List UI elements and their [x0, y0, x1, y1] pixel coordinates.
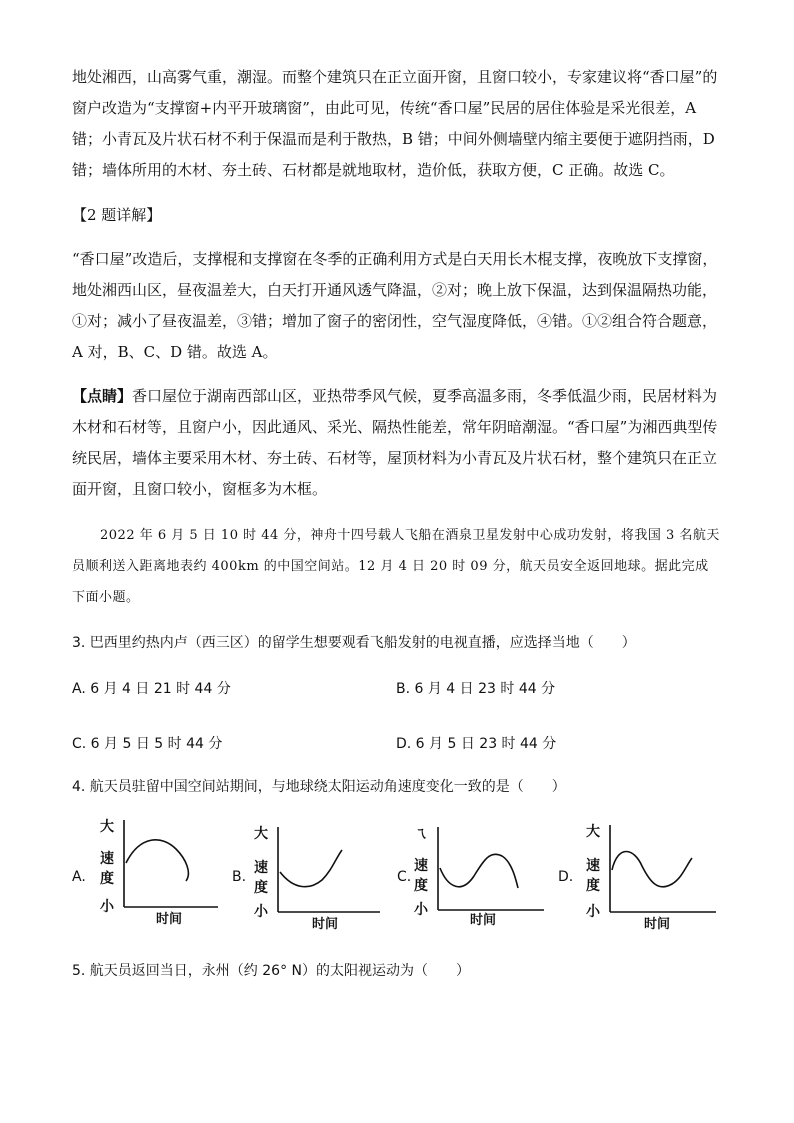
graph-b-curve	[280, 850, 342, 887]
graph-d-axis-bottom: 小	[586, 904, 600, 920]
graph-a	[92, 815, 222, 927]
graph-b-label: B.	[232, 869, 247, 885]
dianjing-text: 香口屋位于湖南西部山区，亚热带季风气候，夏季高温多雨，冬季低温少雨，民居材料为木材和石材等，且窗户小，因此通风、采光、隔热性能差，常年阴暗潮湿。“香口屋”为湘西典型传统民居，墙体主要采用木材、夯土砖、石材等，屋顶材料为小青瓦及片状石材，整个建筑只在正立面开窗，且窗口较小，窗框多为木框。	[72, 387, 718, 498]
graph-c-axis-top: ㄟ	[414, 826, 428, 842]
graph-c-axis-bottom: 小	[414, 902, 428, 918]
graph-c-label: C.	[397, 869, 412, 885]
graph-b-axis-bottom: 小	[254, 904, 268, 920]
graph-a-axis-x: 时间	[156, 912, 183, 927]
graph-a-axis-top: 大	[100, 819, 114, 835]
graph-a-label: A.	[72, 869, 86, 885]
paragraph-dianjing	[72, 381, 722, 505]
question-3-option-c: C. 6 月 5 日 5 时 44 分	[72, 736, 223, 752]
graph-d	[582, 820, 722, 930]
graph-b-axis-mid-2: 度	[254, 880, 268, 896]
graph-b-axis-top: 大	[254, 826, 268, 842]
graph-c-axis-mid-2: 度	[414, 878, 428, 894]
graph-d-axis-mid-2: 度	[586, 878, 600, 894]
graph-b	[250, 822, 385, 930]
graph-c-curve	[440, 854, 518, 888]
question-5-stem: 5. 航天员返回当日，永州（约 26° N）的太阳视运动为（ ）	[72, 963, 470, 979]
graph-c-axis-mid-1: 速	[414, 858, 428, 874]
paragraph-answer-2: “香口屋”改造后，支撑棍和支撑窗在冬季的正确利用方式是白天用长木棍支撑，夜晚放下支撑窗，地处湘西山区，昼夜温差大，白天打开通风透气降温，②对；晚上放下保温，达到保温隔热功能，①对；减小了昼夜温差，③错；增加了窗子的密闭性，空气湿度降低，④错。①②组合符合题意，A 对，B、C、D 错。故选 A。	[72, 250, 718, 361]
graph-d-axis-top: 大	[586, 824, 600, 840]
graph-a-axis-bottom: 小	[100, 899, 114, 915]
graph-a-axis-mid-1: 速	[100, 851, 114, 867]
graph-b-axis-x: 时间	[312, 917, 339, 932]
section-heading-2: 【2 题详解】	[72, 206, 162, 224]
graph-b-axis-mid-1: 速	[254, 860, 268, 876]
question-3-option-b: B. 6 月 4 日 23 时 44 分	[396, 681, 556, 697]
paragraph-answer-1: 地处湘西，山高雾气重，潮湿。而整个建筑只在正立面开窗，且窗口较小，专家建议将“香口屋”的窗户改造为“支撑窗+内平开玻璃窗”，由此可见，传统“香口屋”民居的居住体验是采光很差，A 错；小青瓦及片状石材不利于保温而是利于散热，B 错；中间外侧墙壁内缩主要便于遮阴挡雨，D 错；墙体所用的木材、夯土砖、石材都是就地取材，造价低，获取方便，C 正确。故选 C。	[72, 68, 718, 179]
question-3-option-a: A. 6 月 4 日 21 时 44 分	[72, 681, 231, 697]
graph-d-axis-mid-1: 速	[586, 858, 600, 874]
graph-a-curve	[126, 840, 188, 881]
question-3-option-d: D. 6 月 5 日 23 时 44 分	[396, 736, 557, 752]
question-3-stem: 3. 巴西里约热内卢（西三区）的留学生想要观看飞船发射的电视直播，应选择当地（ ）	[72, 635, 636, 651]
question-intro	[72, 520, 722, 613]
question-4-stem: 4. 航天员驻留中国空间站期间，与地球绕太阳运动角速度变化一致的是（ ）	[72, 779, 566, 795]
graph-a-axis-mid-2: 度	[100, 871, 114, 887]
graph-d-axis-x: 时间	[644, 917, 671, 932]
graph-d-label: D.	[558, 869, 574, 885]
graph-c-axis-x: 时间	[470, 913, 497, 928]
dianjing-label: 【点睛】	[72, 387, 133, 405]
graph-c	[410, 822, 550, 926]
intro-text: 2022 年 6 月 5 日 10 时 44 分，神舟十四号载人飞船在酒泉卫星发射中心成功发射，将我国 3 名航天员顺利送入距离地表约 400km 的中国空间站。12 月 4 日 20 时 09 分，航天员安全返回地球。据此完成下面小题。	[72, 528, 720, 605]
graph-d-curve	[612, 852, 692, 887]
